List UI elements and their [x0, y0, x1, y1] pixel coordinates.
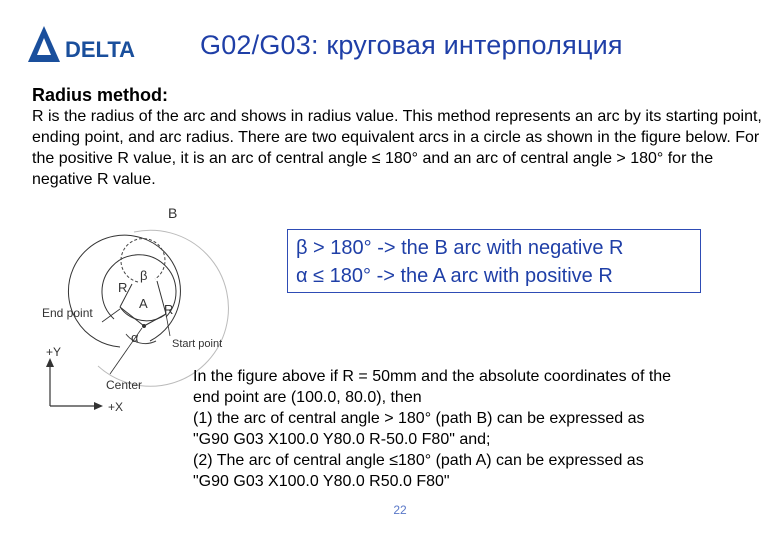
example-line: "G90 G03 X100.0 Y80.0 R-50.0 F80" and;: [193, 431, 491, 448]
label-beta: β: [140, 268, 148, 283]
intro-paragraph: R is the radius of the arc and shows in radius value. This method represents an arc by its starting point, ending point, and arc radius. There are two equivalent arcs in a circle as shown in the figure below. For the positive R value, it is an arc of central angle ≤ 180° and an arc of central angle > 180° for the negative R value.: [32, 108, 762, 188]
label-r-left: R: [118, 280, 128, 295]
page-title: G02/G03: круговая интерполяция: [200, 30, 623, 60]
logo-text: DELTA: [65, 37, 136, 62]
label-plus-y: +Y: [46, 345, 62, 359]
example-line: "G90 G03 X100.0 Y80.0 R50.0 F80": [193, 473, 450, 490]
label-a: A: [139, 296, 148, 311]
example-line: (1) the arc of central angle > 180° (path B) can be expressed as: [193, 410, 645, 427]
label-alpha: α: [131, 330, 139, 345]
label-plus-x: +X: [108, 400, 124, 414]
label-end-point: End point: [42, 306, 93, 320]
label-center: Center: [106, 378, 143, 392]
radius-line-right: [144, 314, 166, 326]
label-r-right: R: [164, 302, 174, 317]
label-start-point: Start point: [172, 338, 223, 350]
center-point: [142, 324, 146, 328]
note-box: [287, 229, 701, 293]
note-line-beta: β > 180° -> the B arc with negative R: [296, 237, 624, 259]
example-line: (2) The arc of central angle ≤180° (path A) can be expressed as: [193, 452, 644, 469]
section-heading: Radius method:: [32, 85, 169, 105]
page-number: 22: [393, 503, 407, 517]
delta-logo: [26, 24, 150, 64]
example-text: [193, 366, 763, 492]
example-line: In the figure above if R = 50mm and the absolute coordinates of the: [193, 368, 672, 385]
note-line-alpha: α ≤ 180° -> the A arc with positive R: [296, 265, 613, 287]
example-line: end point are (100.0, 80.0), then: [193, 389, 422, 406]
label-b: B: [168, 205, 178, 221]
